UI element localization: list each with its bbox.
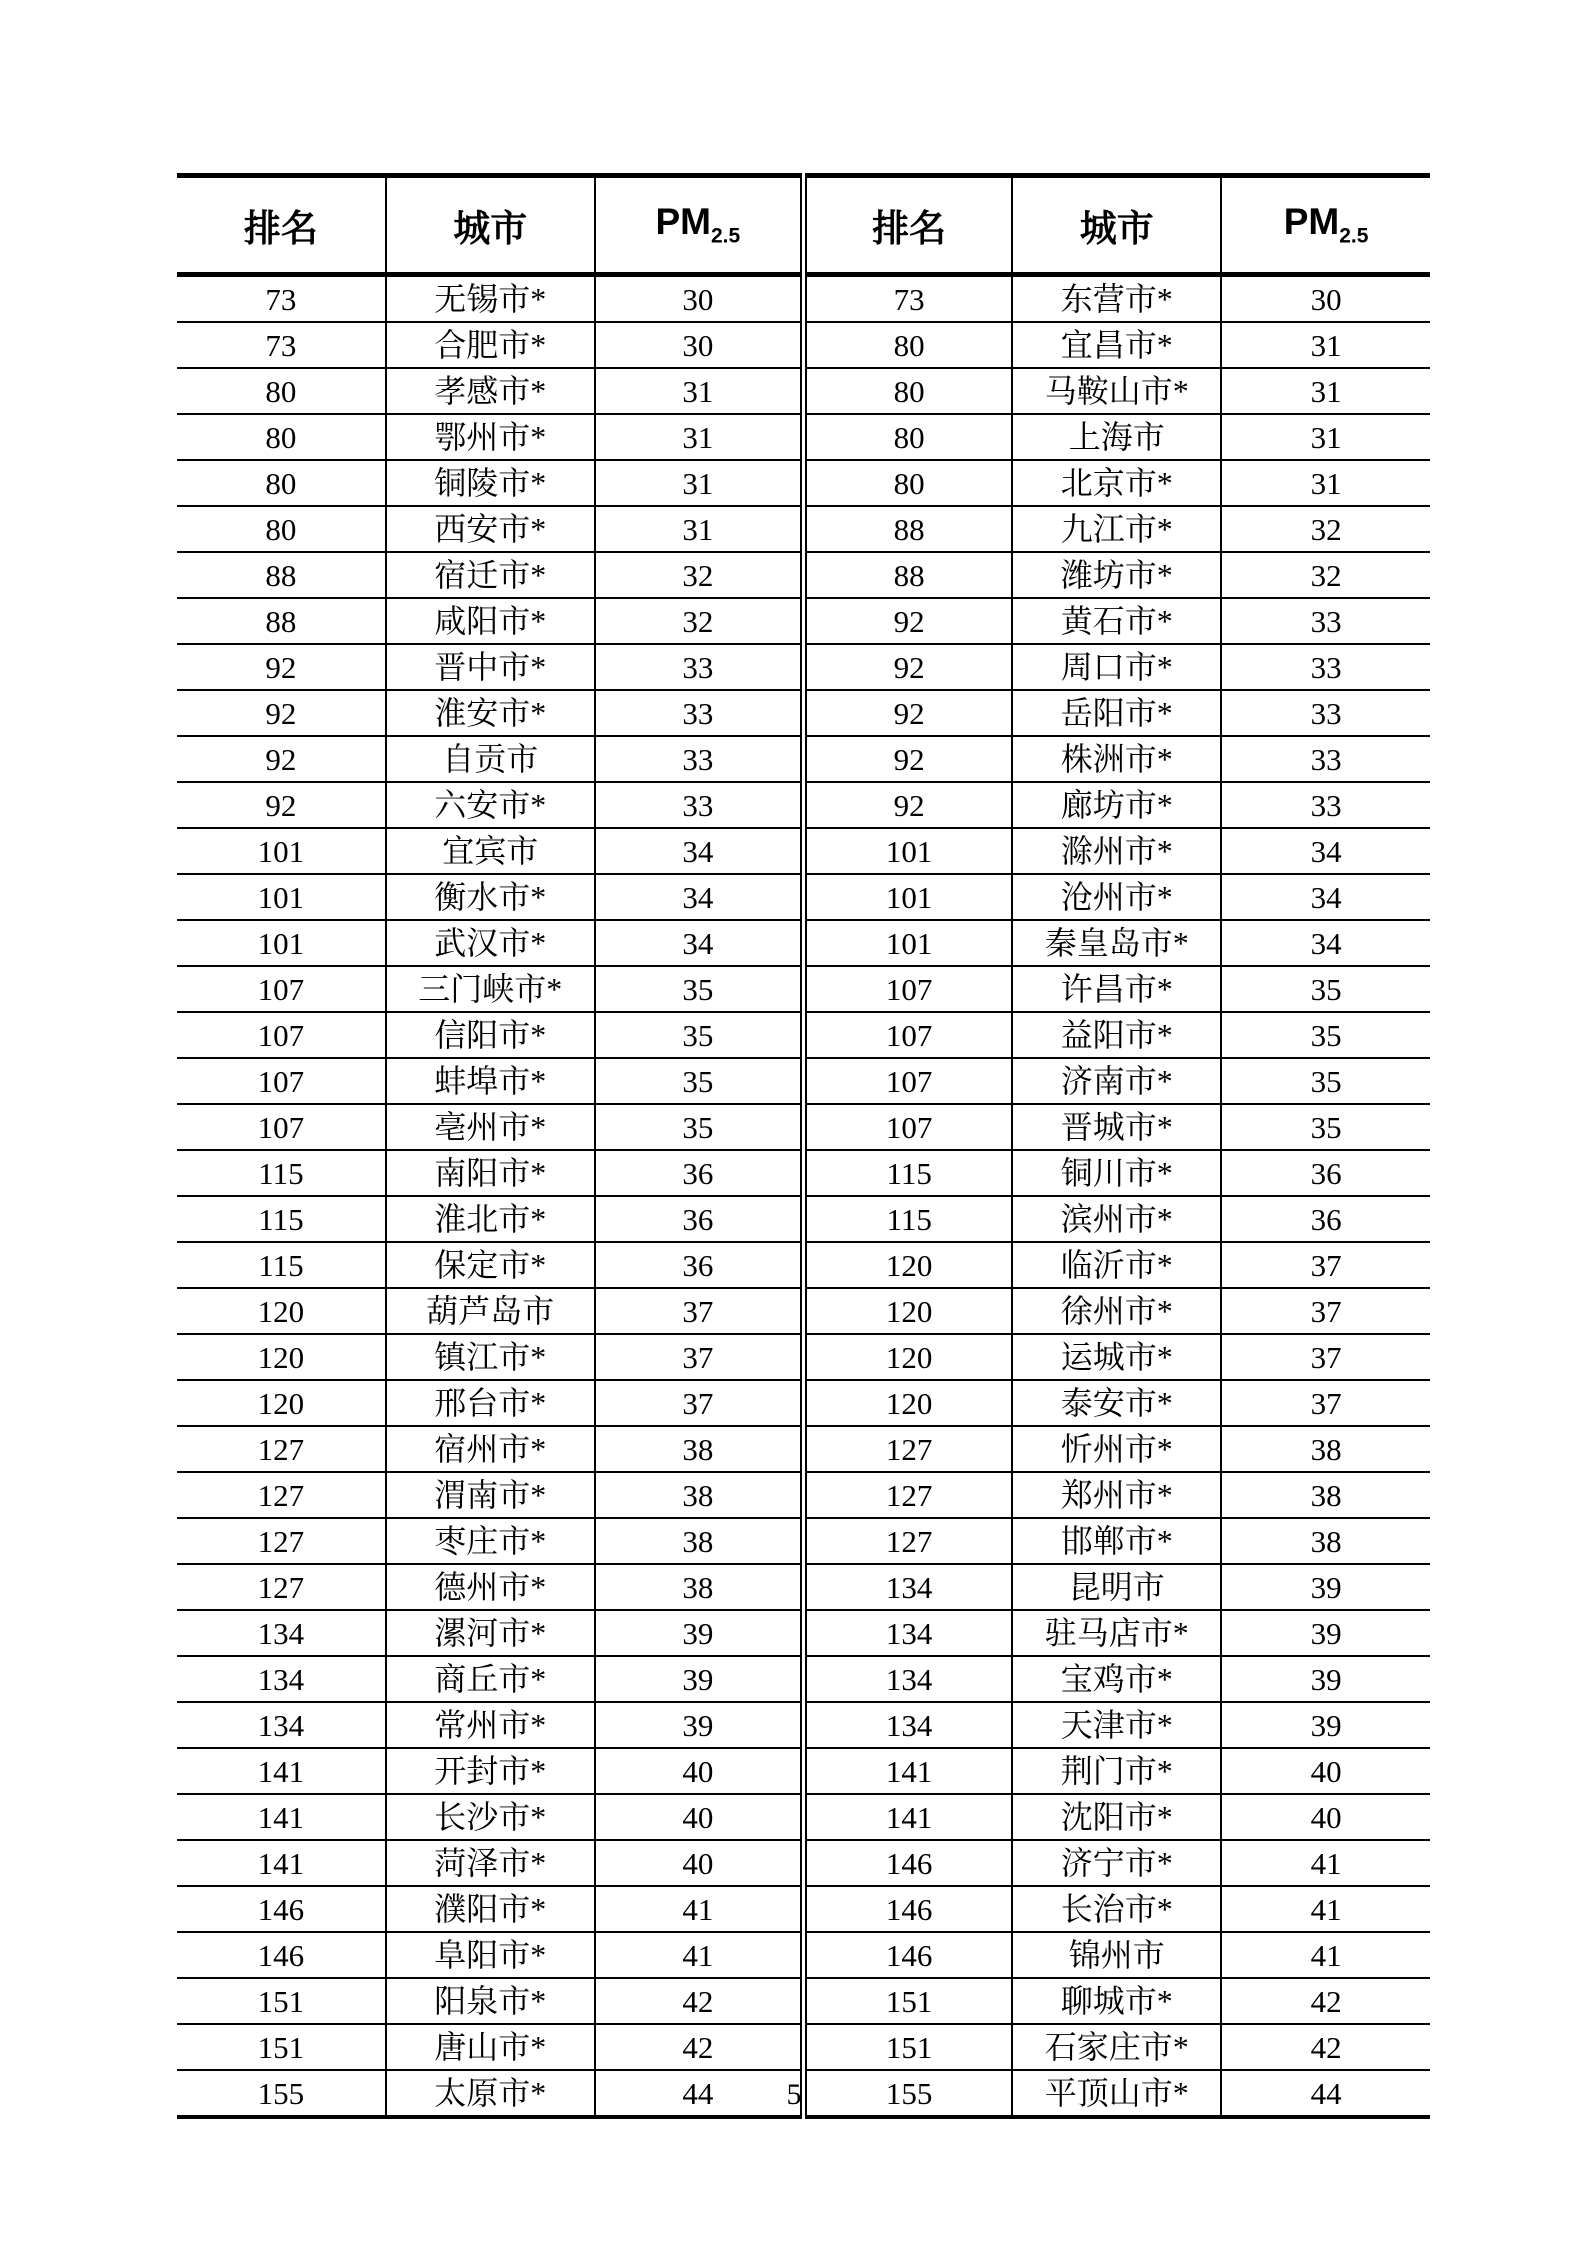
city-cell: 郑州市* <box>1012 1472 1221 1518</box>
table-row <box>177 1104 1430 1150</box>
city-cell: 阳泉市* <box>386 1978 595 2024</box>
table-row <box>177 1058 1430 1104</box>
rank-cell: 115 <box>177 1242 386 1288</box>
city-cell: 泰安市* <box>1012 1380 1221 1426</box>
city-cell: 马鞍山市* <box>1012 368 1221 414</box>
rank-cell: 120 <box>803 1334 1012 1380</box>
city-cell: 潍坊市* <box>1012 552 1221 598</box>
city-cell: 九江市* <box>1012 506 1221 552</box>
pm-cell: 38 <box>1221 1518 1430 1564</box>
table-row <box>177 1564 1430 1610</box>
header-pm25-left <box>595 176 804 275</box>
pm-cell: 38 <box>595 1564 804 1610</box>
header-city-label: 城市 <box>453 208 528 249</box>
city-cell: 晋城市* <box>1012 1104 1221 1150</box>
pm-cell: 41 <box>1221 1886 1430 1932</box>
table-row <box>177 552 1430 598</box>
city-cell: 滁州市* <box>1012 828 1221 874</box>
rank-cell: 80 <box>177 460 386 506</box>
table-row <box>177 1702 1430 1748</box>
table-row <box>177 736 1430 782</box>
table-row <box>177 1978 1430 2024</box>
rank-cell: 127 <box>177 1426 386 1472</box>
pm-cell: 38 <box>1221 1472 1430 1518</box>
city-cell: 廊坊市* <box>1012 782 1221 828</box>
table-row <box>177 275 1430 323</box>
city-cell: 滨州市* <box>1012 1196 1221 1242</box>
city-cell: 邢台市* <box>386 1380 595 1426</box>
city-cell: 长治市* <box>1012 1886 1221 1932</box>
table-row <box>177 460 1430 506</box>
city-cell: 唐山市* <box>386 2024 595 2070</box>
pm-cell: 39 <box>1221 1702 1430 1748</box>
pm-cell: 33 <box>595 644 804 690</box>
city-cell: 昆明市 <box>1012 1564 1221 1610</box>
city-cell: 长沙市* <box>386 1794 595 1840</box>
city-cell: 南阳市* <box>386 1150 595 1196</box>
rank-cell: 134 <box>803 1610 1012 1656</box>
rank-cell: 146 <box>177 1932 386 1978</box>
city-cell: 铜川市* <box>1012 1150 1221 1196</box>
pm-cell: 31 <box>1221 368 1430 414</box>
pm-cell: 34 <box>595 828 804 874</box>
city-cell: 株洲市* <box>1012 736 1221 782</box>
rank-cell: 115 <box>803 1150 1012 1196</box>
pm-cell: 39 <box>1221 1564 1430 1610</box>
pm-cell: 38 <box>1221 1426 1430 1472</box>
rank-cell: 88 <box>803 552 1012 598</box>
pm-cell: 44 <box>1310 2075 1342 2111</box>
pm-cell: 40 <box>595 1794 804 1840</box>
pm-cell: 37 <box>595 1288 804 1334</box>
city-cell: 荆门市* <box>1012 1748 1221 1794</box>
rank-cell: 101 <box>177 828 386 874</box>
pm-cell: 35 <box>595 1058 804 1104</box>
rank-cell: 92 <box>177 736 386 782</box>
header-pm-base: PM <box>1283 201 1340 243</box>
pm-cell: 31 <box>1221 460 1430 506</box>
city-cell: 宝鸡市* <box>1012 1656 1221 1702</box>
table-row <box>177 1288 1430 1334</box>
table-row <box>177 1472 1430 1518</box>
pm-cell: 37 <box>595 1334 804 1380</box>
rank-cell: 101 <box>803 874 1012 920</box>
city-cell: 亳州市* <box>386 1104 595 1150</box>
rank-cell: 88 <box>803 506 1012 552</box>
pm-cell: 35 <box>1221 1012 1430 1058</box>
rank-cell: 80 <box>803 322 1012 368</box>
rank-cell: 134 <box>177 1610 386 1656</box>
table-row <box>177 414 1430 460</box>
city-cell: 淮安市* <box>386 690 595 736</box>
city-cell: 阜阳市* <box>386 1932 595 1978</box>
pm-cell: 32 <box>595 552 804 598</box>
pm-cell: 36 <box>595 1196 804 1242</box>
pm-cell: 34 <box>1221 828 1430 874</box>
rank-cell: 155 <box>803 2070 1012 2117</box>
rank-cell: 134 <box>803 1656 1012 1702</box>
pm-cell: 36 <box>1221 1196 1430 1242</box>
rank-cell: 101 <box>177 874 386 920</box>
pm-cell: 38 <box>595 1472 804 1518</box>
rank-cell: 146 <box>177 1886 386 1932</box>
rank-cell: 155 <box>177 2070 386 2117</box>
rank-cell: 107 <box>177 966 386 1012</box>
city-cell: 德州市* <box>386 1564 595 1610</box>
city-cell: 渭南市* <box>386 1472 595 1518</box>
city-cell: 衡水市* <box>386 874 595 920</box>
pm-cell: 41 <box>595 1886 804 1932</box>
rank-cell: 80 <box>803 460 1012 506</box>
rank-cell: 134 <box>803 1702 1012 1748</box>
header-row <box>177 176 1430 275</box>
city-cell: 上海市 <box>1012 414 1221 460</box>
table-body <box>177 275 1430 2118</box>
rank-cell: 141 <box>803 1794 1012 1840</box>
pm-cell: 32 <box>1221 552 1430 598</box>
table-row <box>177 874 1430 920</box>
city-cell: 平顶山市* <box>1012 2070 1221 2117</box>
rank-cell: 80 <box>177 414 386 460</box>
rank-cell: 141 <box>177 1748 386 1794</box>
header-city-label: 城市 <box>1079 208 1154 249</box>
header-rank-left <box>177 176 386 275</box>
pm-cell: 42 <box>595 2024 804 2070</box>
pm25-ranking-table <box>177 173 1430 2119</box>
rank-cell: 115 <box>177 1196 386 1242</box>
pm-cell: 37 <box>1221 1334 1430 1380</box>
city-cell: 鄂州市* <box>386 414 595 460</box>
pm-cell: 34 <box>595 920 804 966</box>
pm-cell: 33 <box>1221 690 1430 736</box>
pm-cell: 34 <box>1221 874 1430 920</box>
city-cell: 秦皇岛市* <box>1012 920 1221 966</box>
rank-cell: 107 <box>177 1012 386 1058</box>
table-row <box>177 1656 1430 1702</box>
table-row <box>177 1334 1430 1380</box>
header-rank-right <box>803 176 1012 275</box>
rank-cell: 80 <box>803 368 1012 414</box>
city-cell: 许昌市* <box>1012 966 1221 1012</box>
rank-cell: 127 <box>803 1472 1012 1518</box>
rank-cell: 101 <box>803 828 1012 874</box>
rank-cell: 107 <box>803 966 1012 1012</box>
table-row <box>177 1380 1430 1426</box>
city-cell: 葫芦岛市 <box>386 1288 595 1334</box>
table-row <box>177 644 1430 690</box>
rank-cell: 115 <box>177 1150 386 1196</box>
rank-cell: 127 <box>177 1518 386 1564</box>
city-cell: 开封市* <box>386 1748 595 1794</box>
table-row <box>177 1426 1430 1472</box>
pm-cell: 31 <box>595 368 804 414</box>
pm-cell: 44 <box>595 2070 804 2117</box>
pm-cell: 39 <box>1221 1656 1430 1702</box>
table-row <box>177 368 1430 414</box>
header-pm-base: PM <box>655 201 711 243</box>
header-pm-subscript: 2.5 <box>710 224 741 248</box>
pm-cell: 30 <box>595 322 804 368</box>
rank-cell: 88 <box>177 552 386 598</box>
city-cell: 自贡市 <box>386 736 595 782</box>
rank-cell: 92 <box>803 598 1012 644</box>
city-cell: 太原市* <box>386 2070 595 2117</box>
rank-cell: 101 <box>803 920 1012 966</box>
city-cell: 沈阳市* <box>1012 1794 1221 1840</box>
table-row <box>177 966 1430 1012</box>
pm-cell: 35 <box>1221 1104 1430 1150</box>
rank-cell: 151 <box>177 2024 386 2070</box>
pm-cell: 41 <box>1221 1932 1430 1978</box>
pm-cell: 40 <box>1221 1794 1430 1840</box>
city-cell: 驻马店市* <box>1012 1610 1221 1656</box>
rank-cell: 88 <box>177 598 386 644</box>
pm-cell: 39 <box>1221 1610 1430 1656</box>
header-rank-label: 排名 <box>243 208 318 249</box>
page-number: 5 <box>786 2078 802 2111</box>
pm-cell: 37 <box>1221 1380 1430 1426</box>
pm-cell: 31 <box>1221 414 1430 460</box>
city-cell: 漯河市* <box>386 1610 595 1656</box>
pm-cell: 40 <box>1221 1748 1430 1794</box>
rank-cell: 120 <box>177 1380 386 1426</box>
city-cell: 信阳市* <box>386 1012 595 1058</box>
city-cell: 武汉市* <box>386 920 595 966</box>
table-row <box>177 1610 1430 1656</box>
rank-cell: 134 <box>803 1564 1012 1610</box>
city-cell: 运城市* <box>1012 1334 1221 1380</box>
city-cell: 沧州市* <box>1012 874 1221 920</box>
header-city-right <box>1012 176 1221 275</box>
rank-cell: 146 <box>803 1932 1012 1978</box>
table-row <box>177 690 1430 736</box>
pm-cell: 40 <box>595 1748 804 1794</box>
rank-cell: 107 <box>177 1104 386 1150</box>
rank-cell: 120 <box>177 1288 386 1334</box>
rank-cell: 92 <box>803 690 1012 736</box>
table-row <box>177 1242 1430 1288</box>
rank-cell: 127 <box>177 1472 386 1518</box>
pm-cell: 36 <box>595 1150 804 1196</box>
table-row <box>177 2024 1430 2070</box>
table-row <box>177 920 1430 966</box>
pm-cell: 34 <box>595 874 804 920</box>
city-cell: 聊城市* <box>1012 1978 1221 2024</box>
city-cell: 北京市* <box>1012 460 1221 506</box>
pm-cell: 35 <box>595 966 804 1012</box>
rank-cell: 151 <box>177 1978 386 2024</box>
rank-cell: 73 <box>803 275 1012 323</box>
pm-cell: 42 <box>1221 1978 1430 2024</box>
pm-cell: 34 <box>1221 920 1430 966</box>
pm-cell: 41 <box>595 1932 804 1978</box>
city-cell: 岳阳市* <box>1012 690 1221 736</box>
rank-cell: 141 <box>177 1840 386 1886</box>
city-cell: 济宁市* <box>1012 1840 1221 1886</box>
rank-cell: 127 <box>803 1426 1012 1472</box>
table-header <box>177 176 1430 275</box>
rank-cell: 120 <box>803 1380 1012 1426</box>
header-pm-subscript: 2.5 <box>1339 224 1369 248</box>
city-cell: 益阳市* <box>1012 1012 1221 1058</box>
rank-cell: 107 <box>803 1058 1012 1104</box>
table-row <box>177 322 1430 368</box>
header-city-left <box>386 176 595 275</box>
rank-cell: 107 <box>803 1012 1012 1058</box>
pm-cell: 33 <box>595 782 804 828</box>
city-cell: 天津市* <box>1012 1702 1221 1748</box>
city-cell: 宜昌市* <box>1012 322 1221 368</box>
rank-cell: 80 <box>803 414 1012 460</box>
rank-cell: 80 <box>177 368 386 414</box>
rank-cell: 120 <box>803 1242 1012 1288</box>
rank-cell: 146 <box>803 1840 1012 1886</box>
pm-cell: 30 <box>595 275 804 323</box>
city-cell: 邯郸市* <box>1012 1518 1221 1564</box>
city-cell: 石家庄市* <box>1012 2024 1221 2070</box>
city-cell: 咸阳市* <box>386 598 595 644</box>
pm-cell: 35 <box>595 1012 804 1058</box>
pm-cell: 35 <box>595 1104 804 1150</box>
pm-cell: 30 <box>1221 275 1430 323</box>
city-cell: 孝感市* <box>386 368 595 414</box>
rank-cell: 151 <box>803 1978 1012 2024</box>
city-cell: 菏泽市* <box>386 1840 595 1886</box>
city-cell: 枣庄市* <box>386 1518 595 1564</box>
city-cell: 宿州市* <box>386 1426 595 1472</box>
table-row <box>177 1886 1430 1932</box>
pm-cell: 33 <box>595 736 804 782</box>
city-cell: 镇江市* <box>386 1334 595 1380</box>
city-cell: 合肥市* <box>386 322 595 368</box>
pm-cell: 40 <box>595 1840 804 1886</box>
pm-cell: 36 <box>595 1242 804 1288</box>
pm-cell: 32 <box>1221 506 1430 552</box>
pm-cell: 35 <box>1221 1058 1430 1104</box>
rank-cell: 73 <box>177 275 386 323</box>
city-cell: 常州市* <box>386 1702 595 1748</box>
pm-cell: 31 <box>595 414 804 460</box>
city-cell: 周口市* <box>1012 644 1221 690</box>
pm-cell: 33 <box>595 690 804 736</box>
city-cell: 宿迁市* <box>386 552 595 598</box>
rank-cell: 92 <box>803 782 1012 828</box>
pm-cell: 36 <box>1221 1150 1430 1196</box>
table-row <box>177 598 1430 644</box>
pm-cell: 42 <box>595 1978 804 2024</box>
rank-cell: 146 <box>803 1886 1012 1932</box>
city-cell: 商丘市* <box>386 1656 595 1702</box>
pm-cell: 32 <box>595 598 804 644</box>
city-cell: 西安市* <box>386 506 595 552</box>
city-cell: 忻州市* <box>1012 1426 1221 1472</box>
city-cell: 晋中市* <box>386 644 595 690</box>
city-cell: 临沂市* <box>1012 1242 1221 1288</box>
pm-cell: 31 <box>1221 322 1430 368</box>
city-cell: 濮阳市* <box>386 1886 595 1932</box>
table-row <box>177 1518 1430 1564</box>
table-row <box>177 506 1430 552</box>
city-cell: 淮北市* <box>386 1196 595 1242</box>
header-rank-label: 排名 <box>872 208 947 249</box>
city-cell: 蚌埠市* <box>386 1058 595 1104</box>
rank-cell: 115 <box>803 1196 1012 1242</box>
rank-cell: 127 <box>177 1564 386 1610</box>
pm-cell: 39 <box>595 1702 804 1748</box>
pm-cell: 41 <box>1221 1840 1430 1886</box>
city-cell: 保定市* <box>386 1242 595 1288</box>
rank-cell: 107 <box>177 1058 386 1104</box>
rank-cell: 73 <box>177 322 386 368</box>
city-cell: 济南市* <box>1012 1058 1221 1104</box>
rank-cell: 92 <box>177 690 386 736</box>
rank-cell: 92 <box>177 782 386 828</box>
rank-cell: 134 <box>177 1656 386 1702</box>
table-row <box>177 828 1430 874</box>
table-row <box>177 1794 1430 1840</box>
pm-cell: 35 <box>1221 966 1430 1012</box>
table-row <box>177 782 1430 828</box>
rank-cell: 101 <box>177 920 386 966</box>
pm-cell: 31 <box>595 460 804 506</box>
pm-cell: 39 <box>595 1656 804 1702</box>
table-row <box>177 1840 1430 1886</box>
table-row <box>177 1150 1430 1196</box>
rank-cell: 107 <box>803 1104 1012 1150</box>
rank-cell: 92 <box>803 736 1012 782</box>
rank-cell: 120 <box>803 1288 1012 1334</box>
city-cell: 黄石市* <box>1012 598 1221 644</box>
pm-cell: 37 <box>595 1380 804 1426</box>
table-row <box>177 1196 1430 1242</box>
pm-cell: 33 <box>1221 598 1430 644</box>
pm-cell: 37 <box>1221 1242 1430 1288</box>
header-pm25-right <box>1221 176 1430 275</box>
table-row <box>177 1748 1430 1794</box>
city-cell: 无锡市* <box>386 275 595 323</box>
pm-cell: 33 <box>1221 644 1430 690</box>
pm-cell: 33 <box>1221 782 1430 828</box>
table-row <box>177 1932 1430 1978</box>
pm-cell: 33 <box>1221 736 1430 782</box>
rank-cell: 141 <box>803 1748 1012 1794</box>
city-cell: 三门峡市* <box>386 966 595 1012</box>
rank-cell: 127 <box>803 1518 1012 1564</box>
pm-cell: 38 <box>595 1518 804 1564</box>
city-cell: 锦州市 <box>1012 1932 1221 1978</box>
rank-cell: 92 <box>177 644 386 690</box>
pm-cell: 31 <box>595 506 804 552</box>
pm-cell: 39 <box>595 1610 804 1656</box>
city-cell: 铜陵市* <box>386 460 595 506</box>
rank-cell: 134 <box>177 1702 386 1748</box>
pm-cell: 42 <box>1221 2024 1430 2070</box>
table-row <box>177 1012 1430 1058</box>
rank-cell: 92 <box>803 644 1012 690</box>
rank-cell: 141 <box>177 1794 386 1840</box>
pm-cell: 37 <box>1221 1288 1430 1334</box>
city-cell: 六安市* <box>386 782 595 828</box>
rank-cell: 80 <box>177 506 386 552</box>
pm-cell: 38 <box>595 1426 804 1472</box>
city-cell: 宜宾市 <box>386 828 595 874</box>
rank-cell: 151 <box>803 2024 1012 2070</box>
city-cell: 东营市* <box>1012 275 1221 323</box>
city-cell: 徐州市* <box>1012 1288 1221 1334</box>
rank-cell: 120 <box>177 1334 386 1380</box>
